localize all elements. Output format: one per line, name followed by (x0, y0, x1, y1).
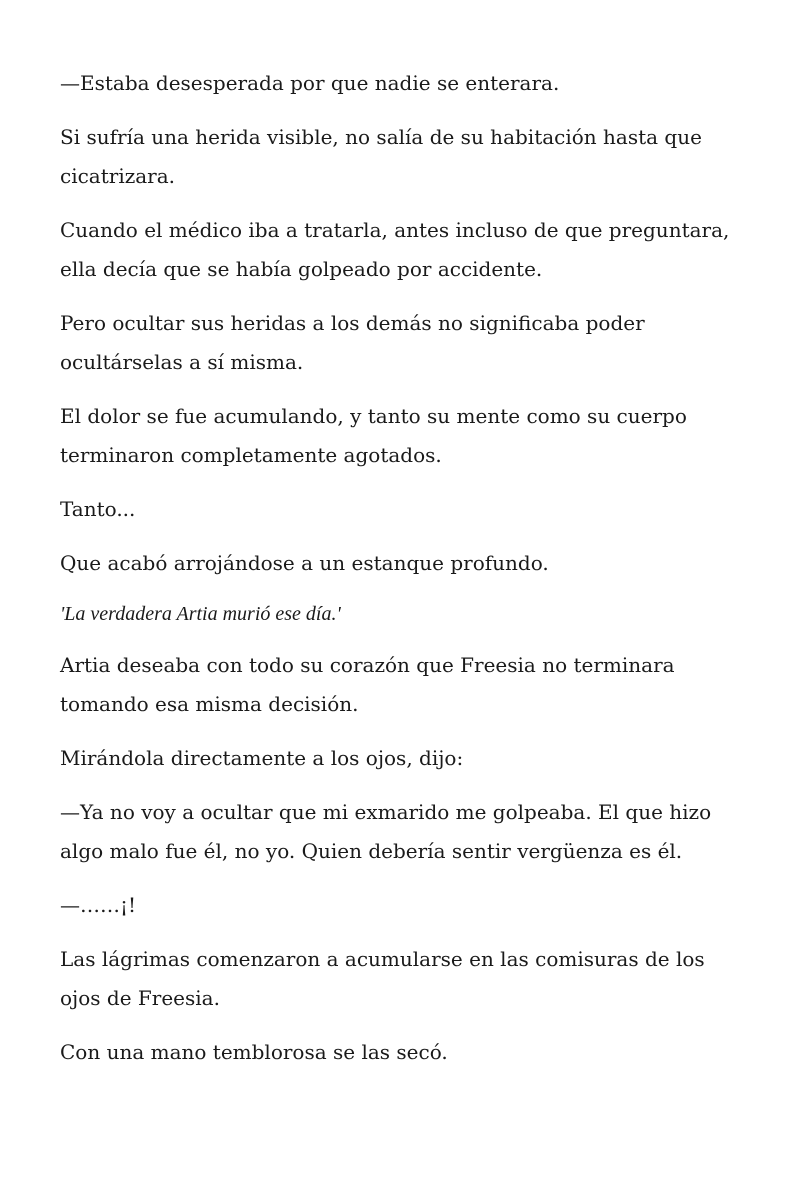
paragraph-3: Cuando el médico iba a tratarla, antes incluso de que preguntara, ella decía que se había golpeado por accidente. (60, 218, 730, 281)
paragraph-14: Con una mano temblorosa se las secó. (60, 1040, 448, 1064)
italic-thought: 'La verdadera Artia murió ese día.' (60, 603, 341, 625)
paragraph-6: Tanto... (60, 497, 136, 521)
paragraph-9: Artia deseaba con todo su corazón que Freesia no terminara tomando esa misma decisión. (60, 653, 675, 716)
paragraph-2: Si sufría una herida visible, no salía de su habitación hasta que cicatrizara. (60, 125, 702, 188)
paragraph-10: Mirándola directamente a los ojos, dijo: (60, 746, 464, 770)
paragraph-13: Las lágrimas comenzaron a acumularse en las comisuras de los ojos de Freesia. (60, 947, 705, 1010)
paragraph-7: Que acabó arrojándose a un estanque profundo. (60, 551, 549, 575)
paragraph-5: El dolor se fue acumulando, y tanto su mente como su cuerpo terminaron completamente agotados. (60, 404, 687, 467)
paragraph-1: —Estaba desesperada por que nadie se enterara. (60, 71, 560, 95)
paragraph-12: —……¡! (60, 893, 137, 917)
document-page (60, 64, 750, 1087)
paragraph-4: Pero ocultar sus heridas a los demás no significaba poder ocultárselas a sí misma. (60, 311, 645, 374)
paragraph-11: —Ya no voy a ocultar que mi exmarido me golpeaba. El que hizo algo malo fue él, no yo. Quien debería sentir vergüenza es él. (60, 800, 712, 863)
